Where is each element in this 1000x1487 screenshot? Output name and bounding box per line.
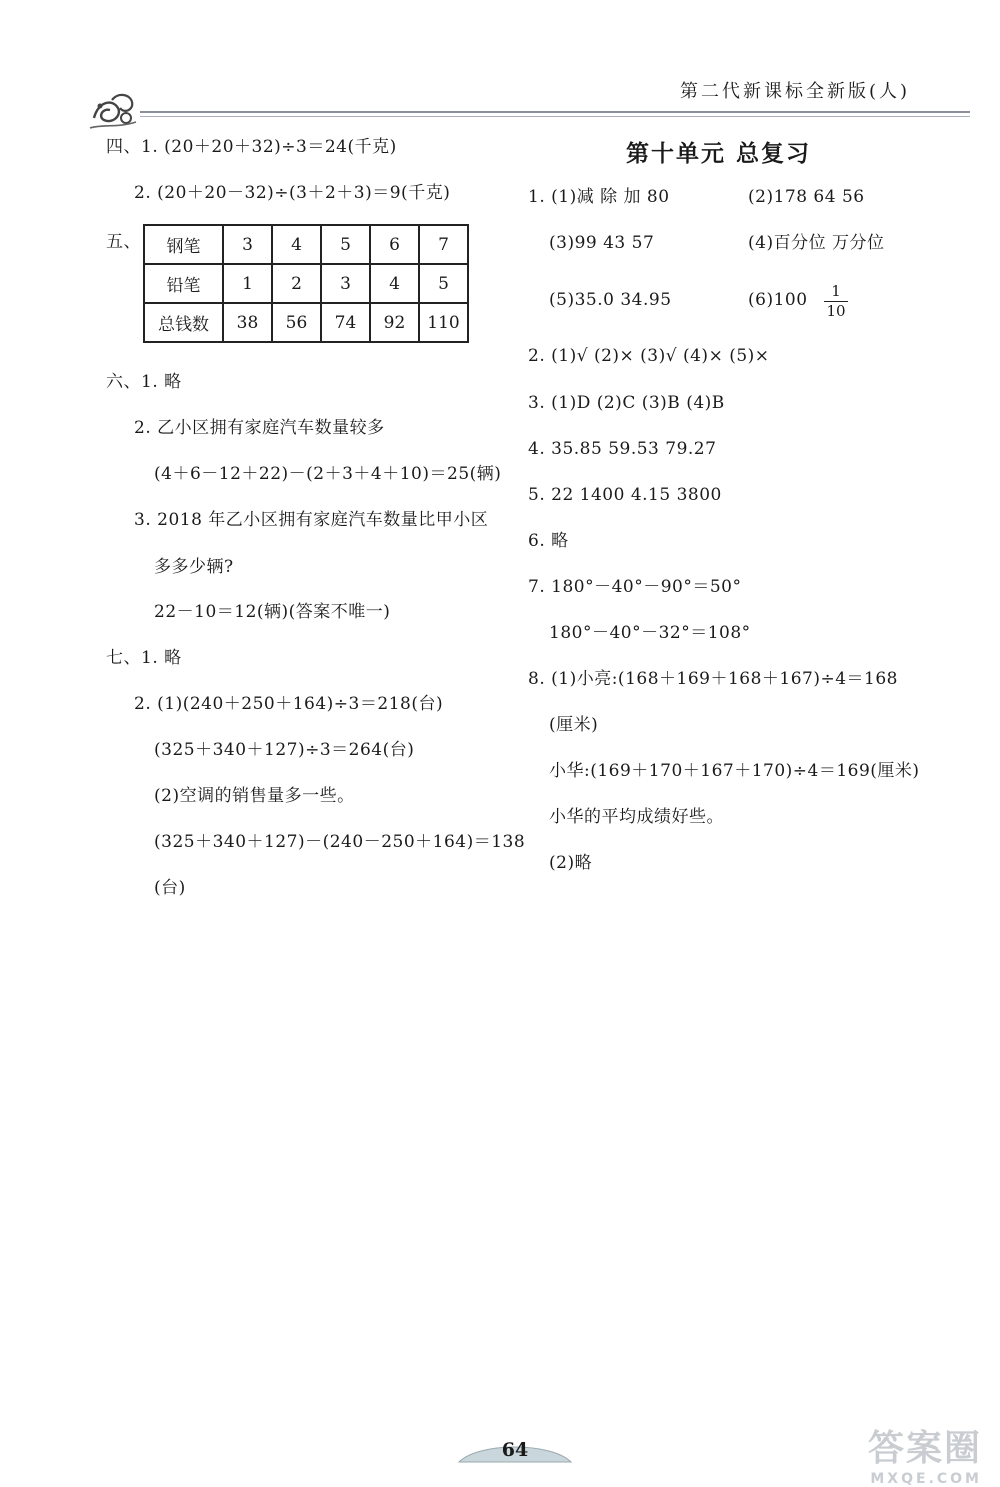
table-cell: 5 (419, 264, 468, 303)
watermark-title: 答案圈 (867, 1428, 982, 1469)
table-cell: 110 (419, 303, 468, 342)
review-3: 3. (1)D (2)C (3)B (4)B (528, 393, 725, 413)
review-8-3: 小华的平均成绩好些。 (549, 807, 724, 827)
header-rule-thin (140, 116, 970, 117)
answer-4-2: 2. (20＋20－32)÷(3＋2＋3)＝9(千克) (134, 183, 451, 203)
flower-ornament-icon (88, 88, 140, 134)
answer-6-2-formula: (4＋6－12＋22)－(2＋3＋4＋10)＝25(辆) (154, 464, 502, 484)
table-row (144, 303, 468, 342)
table-cell: 38 (223, 303, 272, 342)
table-cell: 3 (321, 264, 370, 303)
answer-7-2-unit: (台) (154, 878, 186, 898)
answer-6-3-cont: 多多少辆? (154, 557, 234, 577)
review-1-2: (2)178 64 56 (748, 187, 865, 207)
section-title: 第十单元 总复习 (626, 141, 812, 167)
review-8-4: (2)略 (549, 853, 593, 873)
answer-7-2-formula2: (325＋340＋127)－(240－250＋164)＝138 (154, 832, 526, 852)
review-5: 5. 22 1400 4.15 3800 (528, 485, 722, 505)
table-cell: 6 (370, 225, 419, 264)
row-header: 总钱数 (144, 303, 223, 342)
answer-7-2-formula: (325＋340＋127)÷3＝264(台) (154, 740, 415, 760)
table-cell: 2 (272, 264, 321, 303)
table-row (144, 264, 468, 303)
review-2: 2. (1)√ (2)× (3)√ (4)× (5)× (528, 346, 770, 366)
answer-4-1: 四、1. (20＋20＋32)÷3＝24(千克) (106, 137, 397, 157)
answer-5-label: 五、 (106, 232, 141, 252)
answer-7-2-part2: (2)空调的销售量多一些。 (154, 786, 355, 806)
review-1-6: (6)100 (748, 290, 808, 310)
review-7-2: 180°－40°－32°＝108° (549, 623, 751, 643)
table-cell: 5 (321, 225, 370, 264)
answer-7-2: 2. (1)(240＋250＋164)÷3＝218(台) (134, 694, 444, 714)
header-rule (140, 111, 970, 113)
fraction-denominator: 10 (826, 302, 846, 320)
table-cell: 56 (272, 303, 321, 342)
page-number: 64 (501, 1439, 529, 1461)
table-cell: 7 (419, 225, 468, 264)
fraction-numerator: 1 (831, 282, 841, 300)
row-header: 铅笔 (144, 264, 223, 303)
table-cell: 92 (370, 303, 419, 342)
review-7-1: 7. 180°－40°－90°＝50° (528, 577, 742, 597)
table-row (144, 225, 468, 264)
table-cell: 4 (370, 264, 419, 303)
review-6: 6. 略 (528, 531, 569, 551)
table-cell: 3 (223, 225, 272, 264)
review-8-2: 小华:(169＋170＋167＋170)÷4＝169(厘米) (549, 761, 920, 781)
table-cell: 4 (272, 225, 321, 264)
answer-5-table (143, 224, 469, 343)
answer-6-3-formula: 22－10＝12(辆)(答案不唯一) (154, 602, 391, 622)
table-cell: 74 (321, 303, 370, 342)
review-1-3: (3)99 43 57 (549, 233, 655, 253)
review-1-1: 1. (1)减 除 加 80 (528, 187, 670, 207)
review-8-unit: (厘米) (549, 715, 599, 735)
table-cell: 1 (223, 264, 272, 303)
row-header: 钢笔 (144, 225, 223, 264)
review-1-4: (4)百分位 万分位 (748, 233, 885, 253)
page-number-badge (455, 1436, 575, 1466)
fraction-one-tenth (824, 283, 848, 320)
watermark-url: MXQE.COM (870, 1471, 982, 1487)
review-1-5: (5)35.0 34.95 (549, 290, 672, 310)
answer-7-1: 七、1. 略 (106, 648, 182, 668)
review-8-1: 8. (1)小亮:(168＋169＋168＋167)÷4＝168 (528, 669, 898, 689)
review-4: 4. 35.85 59.53 79.27 (528, 439, 717, 459)
answer-6-3: 3. 2018 年乙小区拥有家庭汽车数量比甲小区 (134, 510, 489, 530)
header-title: 第二代新课标全新版(人) (680, 81, 911, 102)
answer-6-2: 2. 乙小区拥有家庭汽车数量较多 (134, 418, 385, 438)
answer-6-1: 六、1. 略 (106, 372, 182, 392)
